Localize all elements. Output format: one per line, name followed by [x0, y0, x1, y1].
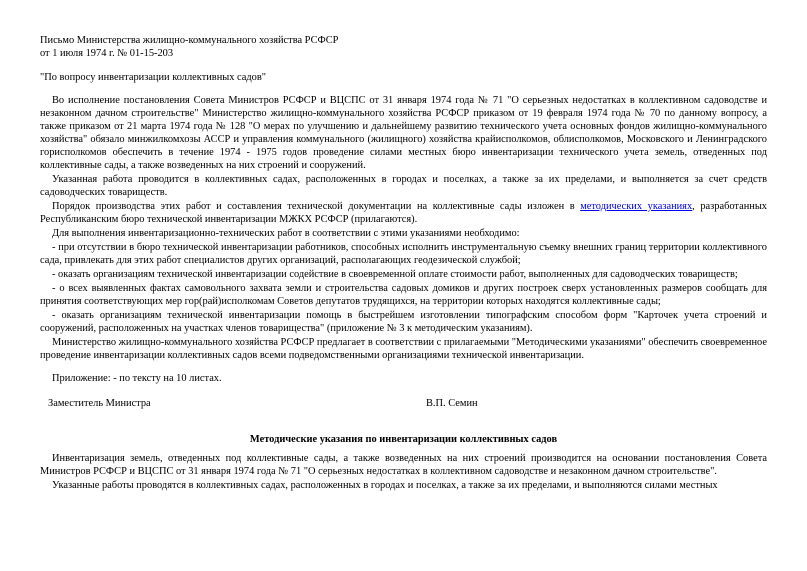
paragraph-3	[40, 200, 767, 226]
signature-role: Заместитель Министра	[48, 398, 151, 409]
appendix-note: Приложение: - по тексту на 10 листах.	[52, 373, 222, 384]
letter-header	[40, 34, 767, 60]
list-item-2: - оказать организациям технической инвентаризации содействие в своевременной оплате стоимости работ, выполненных для садоводческих товариществ;	[52, 269, 738, 280]
section-title: Методические указания по инвентаризации коллективных садов	[249, 434, 558, 445]
paragraph-3-text-after: , разработанных Республиканским бюро технической инвентаризации МЖКХ РСФСР (прилагаются).	[40, 201, 767, 225]
paragraph-2: Указанная работа проводится в коллективных садах, расположенных в городах и поселках, а также за их пределами, и выполняется за счет средств садоводческих товариществ.	[40, 174, 767, 198]
signature-block	[40, 397, 767, 411]
methodical-guidelines-link[interactable]: методических указаниях	[580, 201, 693, 212]
list-item-3: - о всех выявленных фактах самовольного захвата земли и строительства садовых домиков и других построек сверх установленных размеров сообщать для принятия соответствующих мер гор(рай)исполкомам Советов депутатов трудящихся, на территории которых находятся коллективные сады;	[40, 283, 767, 307]
section-paragraph-2: Указанные работы проводятся в коллективных садах, расположенных в городах и поселках, а также за их пределами, и выполняются силами местных	[52, 480, 718, 491]
signature-name: В.П. Семин	[426, 398, 478, 409]
paragraph-1: Во исполнение постановления Совета Министров РСФСР и ВЦСПС от 31 января 1974 года № 71 "О серьезных недостатках в коллективном садоводстве и незаконном дачном строительстве" Министерство жилищно-коммунального хозяйства РСФСР приказом от 19 февраля 1974 года № 70 по данному вопросу, а также приказом от 21 марта 1974 года № 128 "О мерах по улучшению и дальнейшему развитию технического учета основных фондов жилищно-коммунального хозяйства" обязало минжилкомхозы АССР и управления коммунального (жилищного) хозяйства крайисполкомов, облисполкомов, Московского и Ленинградского горисполкомов обеспечить в течение 1974 - 1975 годов проведение силами местных бюро инвентаризации технического учета земель, отведенных под коллективные сады, а также возведенных на них строений и сооружений.	[40, 95, 767, 171]
paragraph-3-text-before: Порядок производства этих работ и составления технической документации на коллективные сады изложен в	[52, 201, 581, 212]
letter-body	[40, 94, 767, 362]
list-item-4: - оказать организациям технической инвентаризации помощь в быстрейшем изготовлении типографским способом форм "Карточек учета строений и сооружений, расположенных на участках членов товарищества" (приложение № 3 к методическим указаниям).	[40, 310, 767, 334]
letter-title: Письмо Министерства жилищно-коммунального хозяйства РСФСР	[40, 35, 339, 46]
letter-date-number: от 1 июля 1974 г. № 01-15-203	[40, 48, 174, 59]
paragraph-4: Для выполнения инвентаризационно-технических работ в соответствии с этими указаниями необходимо:	[52, 228, 520, 239]
section-paragraph-1: Инвентаризация земель, отведенных под коллективные сады, а также возведенных на них строений производится на основании постановления Совета Министров РСФСР и ВЦСПС от 31 января 1974 года № 71 "О серьезных недостатках в коллективном садоводстве и незаконном дачном строительстве".	[40, 453, 767, 477]
paragraph-9: Министерство жилищно-коммунального хозяйства РСФСР предлагает в соответствии с прилагаемыми "Методическими указаниями" обеспечить своевременное проведение инвентаризации коллективных садов всеми подведомственными организациями технической инвентаризации.	[40, 337, 767, 361]
list-item-1: - при отсутствии в бюро технической инвентаризации работников, способных исполнить инструментальную съемку внешних границ территории коллективного сада, привлекать для этих работ специалистов других организаций, располагающих геодезической службой;	[40, 242, 767, 266]
letter-subject: "По вопросу инвентаризации коллективных садов"	[40, 72, 267, 83]
